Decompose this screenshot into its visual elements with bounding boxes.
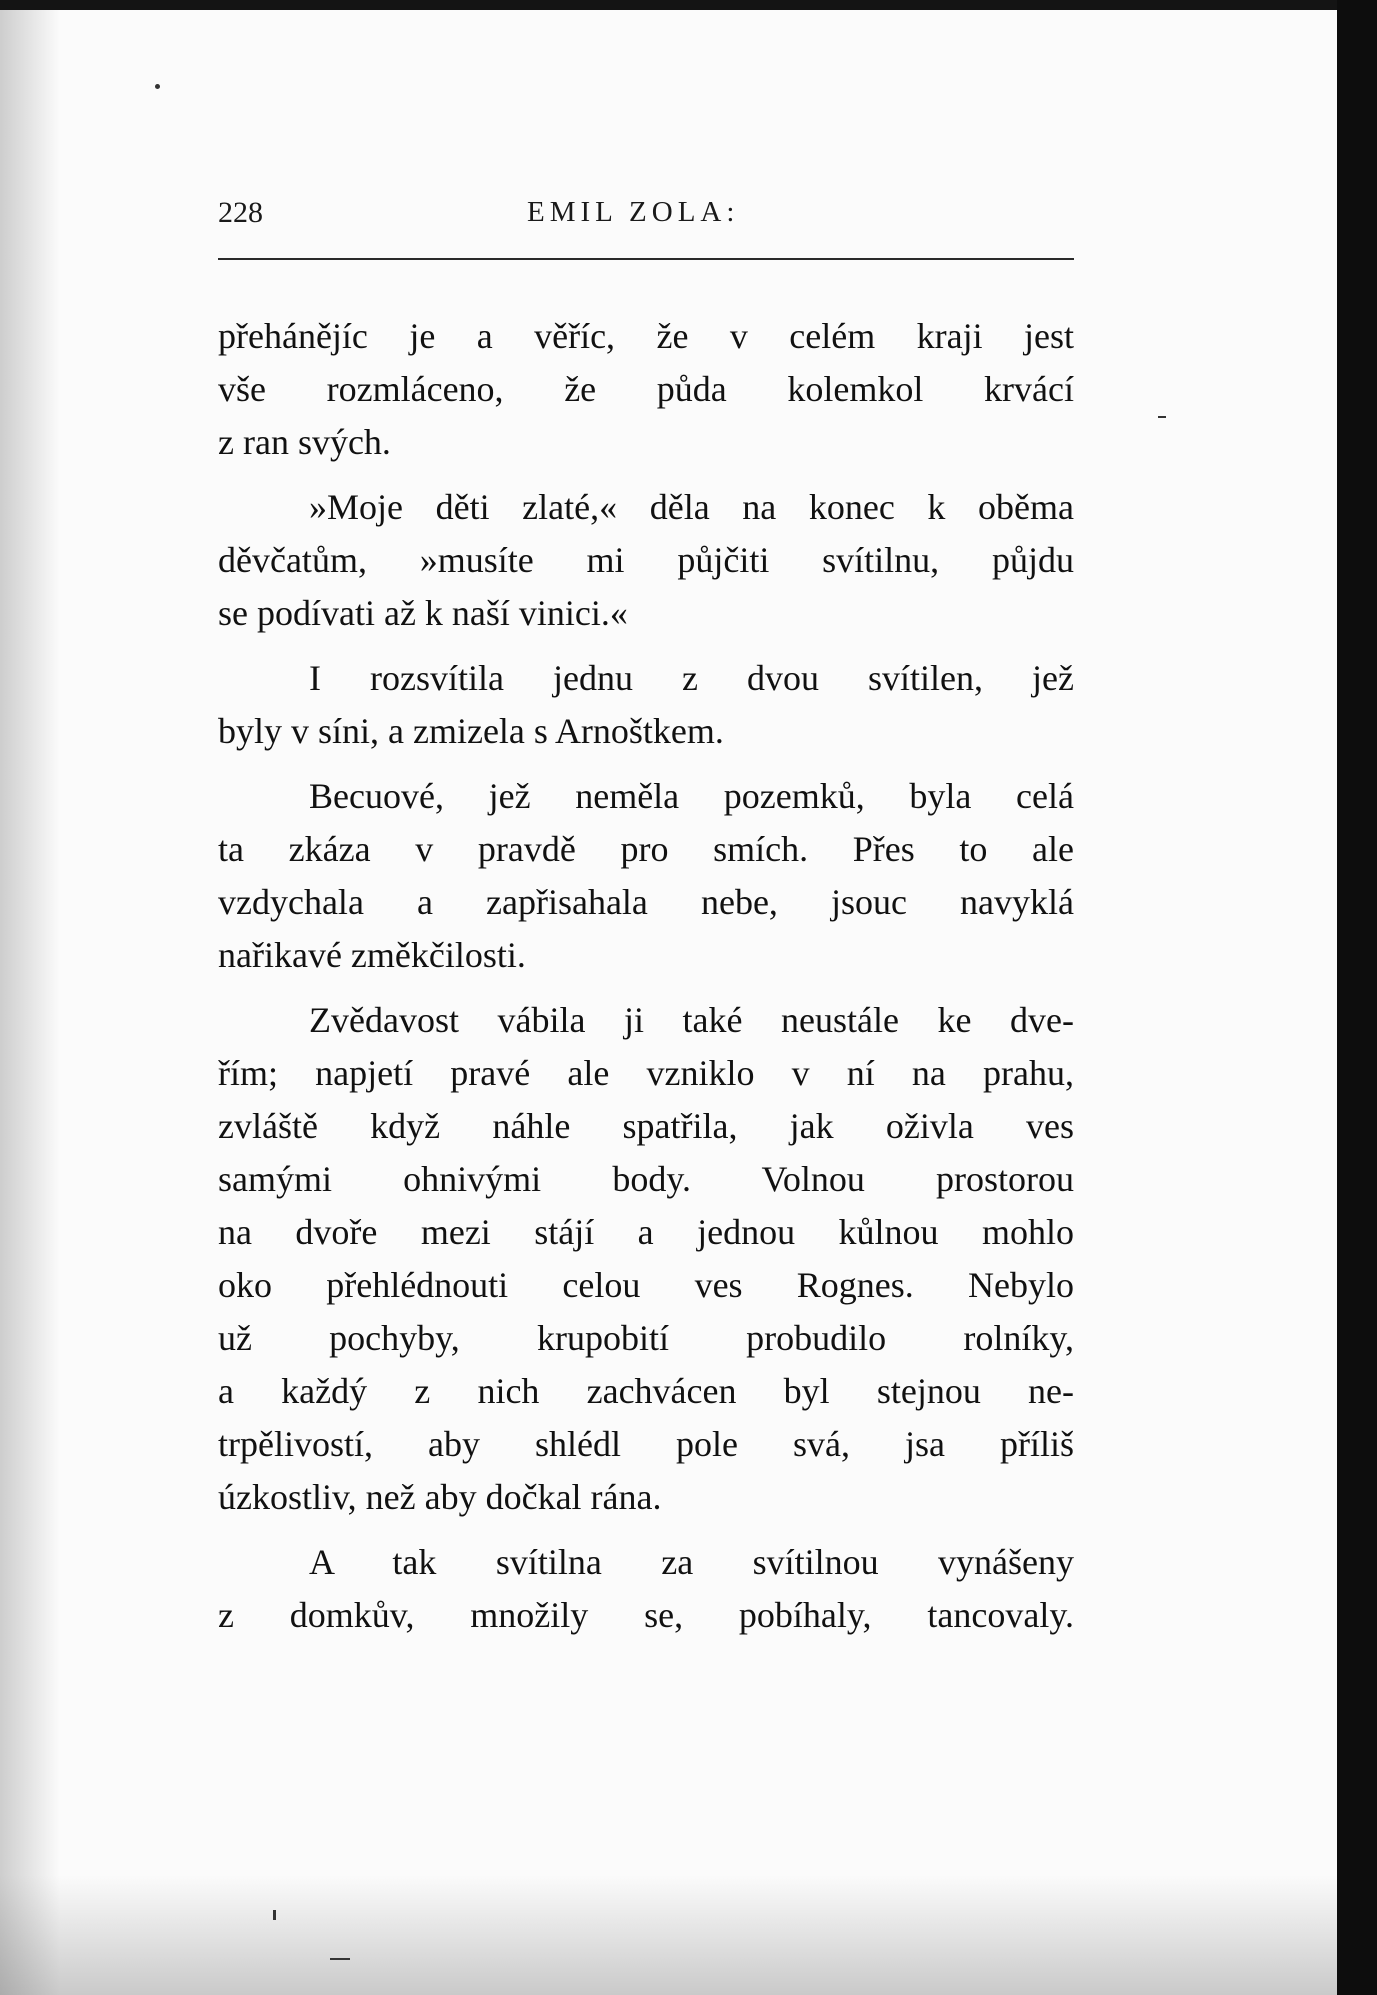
scan-border	[1337, 0, 1377, 1995]
text-line: I rozsvítila jednu z dvou svítilen, jež	[309, 658, 1074, 698]
text-line: z domkův, množily se, pobíhaly, tancovaly.	[218, 1595, 1074, 1635]
text-line: vzdychala a zapřisahala nebe, jsouc navyklá	[218, 882, 1074, 922]
text-line: trpělivostí, aby shlédl pole svá, jsa příliš	[218, 1424, 1074, 1464]
scan-speck	[330, 1958, 350, 1960]
paragraph	[218, 770, 1074, 982]
text-line: vše rozmláceno, že půda kolemkol krvácí	[218, 369, 1074, 409]
text-line: a každý z nich zachvácen byl stejnou ne-	[218, 1371, 1074, 1411]
text-line: Zvědavost vábila ji také neustále ke dve-	[309, 1000, 1074, 1040]
text-line: oko přehlédnouti celou ves Rognes. Nebylo	[218, 1265, 1074, 1305]
text-line: se podívati až k naší vinici.«	[218, 593, 628, 633]
text-line: byly v síni, a zmizela s Arnoštkem.	[218, 711, 724, 751]
scan-speck	[155, 84, 160, 89]
paragraph	[218, 994, 1074, 1524]
text-line: ta zkáza v pravdě pro smích. Přes to ale	[218, 829, 1074, 869]
text-line: A tak svítilna za svítilnou vynášeny	[309, 1542, 1074, 1582]
text-line: »Moje děti zlaté,« děla na konec k oběma	[309, 487, 1074, 527]
page-edge-shadow	[0, 10, 60, 1995]
text-line: už pochyby, krupobití probudilo rolníky,	[218, 1318, 1074, 1358]
header-rule	[218, 258, 1074, 260]
running-title: EMIL ZOLA:	[527, 196, 740, 228]
page-number: 228	[218, 196, 263, 229]
text-line: na dvoře mezi stájí a jednou kůlnou mohlo	[218, 1212, 1074, 1252]
text-line: samými ohnivými body. Volnou prostorou	[218, 1159, 1074, 1199]
text-line: děvčatům, »musíte mi půjčiti svítilnu, půjdu	[218, 540, 1074, 580]
page-header	[218, 196, 1074, 244]
scan-speck	[273, 1910, 276, 1920]
paragraph	[218, 310, 1074, 469]
text-line: z ran svých.	[218, 422, 391, 462]
paragraph	[218, 1536, 1074, 1642]
paragraph	[218, 652, 1074, 758]
body-text	[218, 310, 1074, 1642]
text-line: řím; napjetí pravé ale vzniklo v ní na prahu,	[218, 1053, 1074, 1093]
paragraph	[218, 481, 1074, 640]
text-line: Becuové, jež neměla pozemků, byla celá	[309, 776, 1074, 816]
text-line: zvláště když náhle spatřila, jak oživla ves	[218, 1106, 1074, 1146]
page-bottom-shadow	[0, 1875, 1337, 1995]
text-line: úzkostliv, než aby dočkal rána.	[218, 1477, 662, 1517]
text-line: přehánějíc je a věříc, že v celém kraji jest	[218, 316, 1074, 356]
text-line: nařikavé změkčilosti.	[218, 935, 526, 975]
scan-speck	[1158, 416, 1166, 418]
